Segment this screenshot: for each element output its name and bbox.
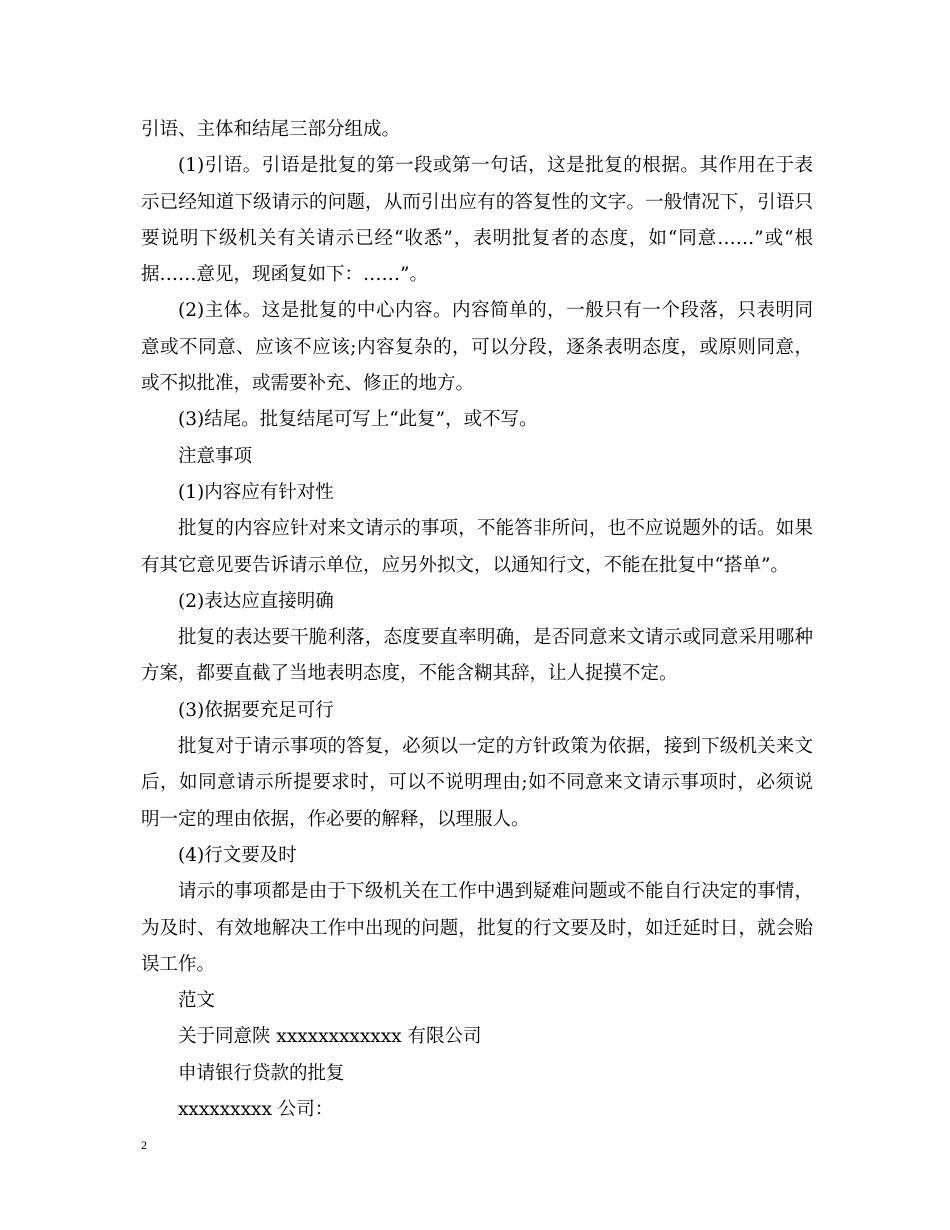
paragraph: 请示的事项都是由于下级机关在工作中遇到疑难问题或不能自行决定的事情，为及时、有效地解决工作中出现的问题，批复的行文要及时，如迁延时日，就会贻误工作。: [141, 881, 813, 975]
paragraph: (3)依据要充足可行: [178, 699, 334, 721]
paragraph: 关于同意陕 xxxxxxxxxxxx 有限公司: [178, 1026, 482, 1048]
page-number: 2: [141, 1138, 147, 1152]
paragraph: 申请银行贷款的批复: [178, 1062, 345, 1084]
paragraph: 批复对于请示事项的答复，必须以一定的方针政策为依据，接到下级机关来文后，如同意请示所提要求时，可以不说明理由;如不同意来文请示事项时，必须说明一定的理由依据，作必要的解释，以理服人。: [141, 736, 813, 830]
paragraph: 注意事项: [178, 445, 253, 467]
paragraph: 引语、主体和结尾三部分组成。: [141, 119, 401, 140]
paragraph: (1)引语。引语是批复的第一段或第一句话，这是批复的根据。其作用在于表示已经知道下级请示的问题，从而引出应有的答复性的文字。一般情况下，引语只要说明下级机关有关请示已经“收悉”，表明批复者的态度，如“同意……”或“根据……意见，现函复如下：……”。: [141, 155, 813, 286]
paragraph: 批复的内容应针对来文请示的事项，不能答非所问，也不应说题外的话。如果有其它意见要告诉请示单位，应另外拟文，以通知行文，不能在批复中“搭单”。: [141, 518, 813, 576]
paragraph: (1)内容应有针对性: [178, 481, 334, 503]
body-text: [141, 112, 813, 1128]
paragraph: xxxxxxxxx 公司：: [178, 1099, 334, 1121]
paragraph: 范文: [178, 990, 216, 1012]
paragraph: (4)行文要及时: [178, 844, 297, 866]
paragraph: (2)表达应直接明确: [178, 590, 334, 612]
paragraph: 批复的表达要干脆利落，态度要直率明确，是否同意来文请示或同意采用哪种方案，都要直截了当地表明态度，不能含糊其辞，让人捉摸不定。: [141, 627, 813, 685]
paragraph: (2)主体。这是批复的中心内容。内容简单的，一般只有一个段落，只表明同意或不同意、应该不应该;内容复杂的，可以分段，逐条表明态度，或原则同意，或不拟批准，或需要补充、修正的地方。: [141, 300, 813, 395]
paragraph: (3)结尾。批复结尾可写上“此复”，或不写。: [178, 409, 538, 431]
